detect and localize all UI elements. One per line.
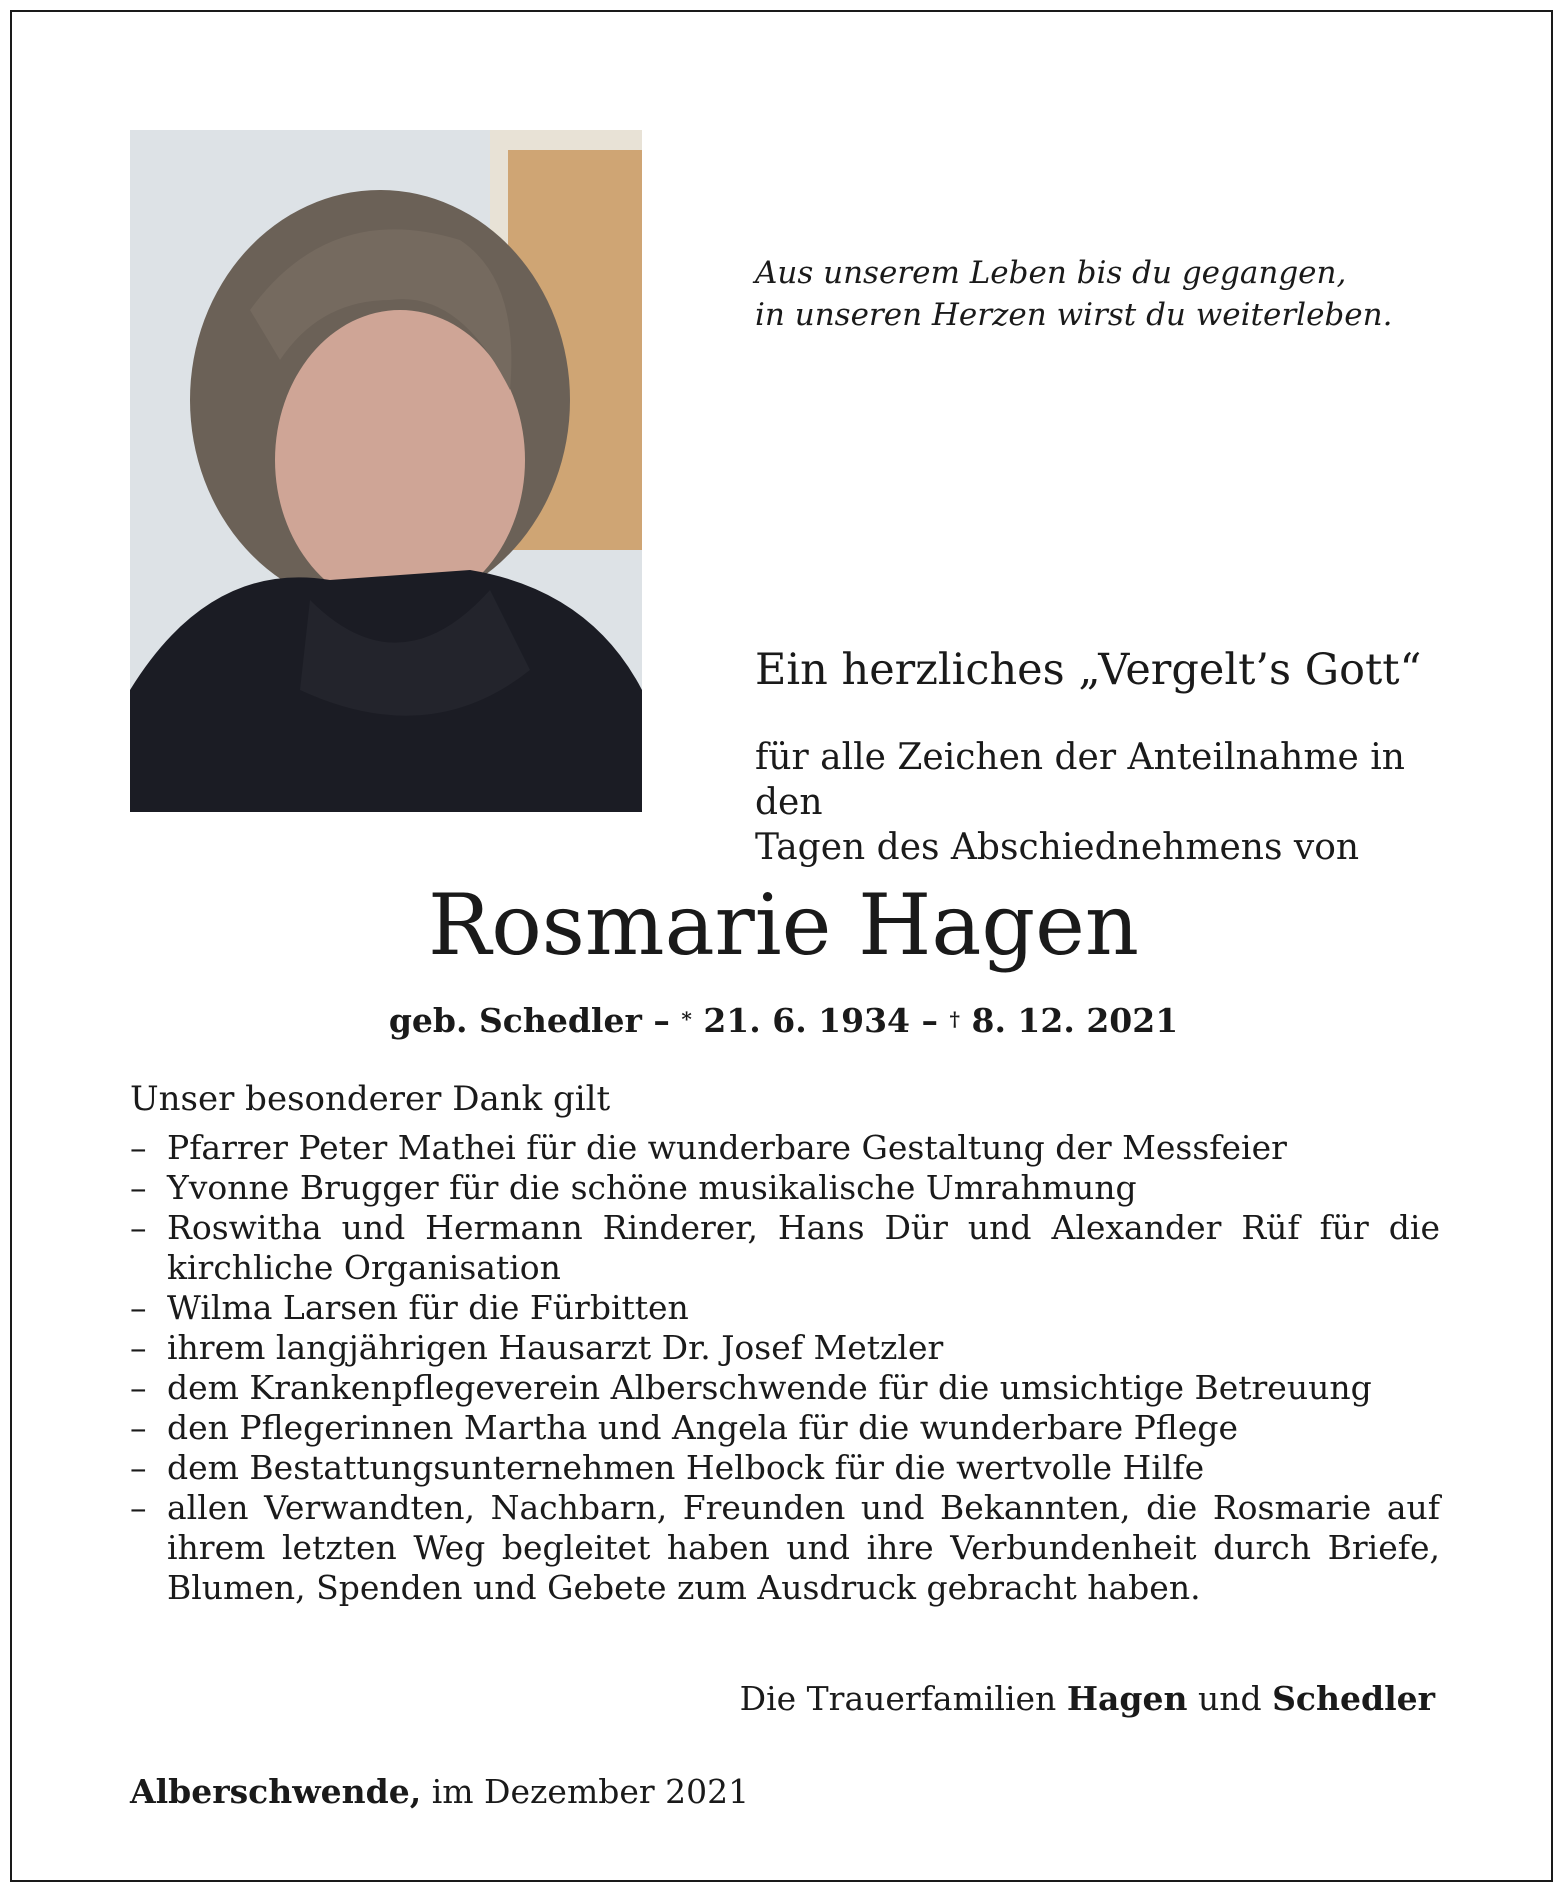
list-item	[130, 1288, 1440, 1328]
bullet-dash: –	[130, 1128, 147, 1167]
family-name-1: Hagen	[1066, 1679, 1188, 1718]
bullet-dash: –	[130, 1368, 147, 1407]
bullet-dash: –	[130, 1208, 147, 1247]
list-item	[130, 1408, 1440, 1448]
date-separator: –	[921, 1001, 939, 1040]
thanks-line-2: Tagen des Abschiednehmens von	[755, 827, 1360, 868]
date-separator: –	[653, 1001, 670, 1040]
list-item-text: ihrem langjährigen Hausarzt Dr. Josef Metzler	[167, 1328, 944, 1367]
motto-line-2: in unseren Herzen wirst du weiterleben.	[755, 297, 1393, 333]
dank-intro: Unser besonderer Dank gilt	[130, 1079, 611, 1119]
place-date	[130, 1771, 749, 1813]
list-item-text: allen Verwandten, Nachbarn, Freunden und Bekannten, die Rosmarie auf ihrem letzten Weg begleitet haben und ihre Verbundenheit durch Briefe, Blumen, Spenden und Gebete zum Ausdruck gebracht haben.	[167, 1488, 1440, 1607]
list-item	[130, 1488, 1440, 1608]
list-item	[130, 1128, 1440, 1168]
list-item	[130, 1168, 1440, 1208]
list-item-text: den Pflegerinnen Martha und Angela für die wunderbare Pflege	[167, 1408, 1239, 1447]
family-name-2: Schedler	[1272, 1679, 1435, 1718]
dank-list	[130, 1128, 1440, 1608]
list-item	[130, 1208, 1440, 1288]
list-item	[130, 1368, 1440, 1408]
life-dates	[0, 999, 1567, 1043]
list-item-text: Yvonne Brugger für die schöne musikalische Umrahmung	[167, 1168, 1137, 1207]
death-symbol: †	[949, 1007, 960, 1031]
thanks-line-1: für alle Zeichen der Anteilnahme in den	[755, 737, 1405, 823]
maiden-name: geb. Schedler	[388, 1001, 642, 1040]
portrait-illustration	[130, 130, 642, 812]
bullet-dash: –	[130, 1328, 147, 1367]
family-conjunction: und	[1197, 1679, 1262, 1718]
family-prefix: Die Trauerfamilien	[739, 1679, 1057, 1718]
list-item-text: Wilma Larsen für die Fürbitten	[167, 1288, 689, 1327]
thanks-text	[755, 735, 1475, 870]
place-town: Alberschwende,	[130, 1772, 422, 1811]
birth-symbol: *	[681, 1007, 692, 1031]
list-item	[130, 1328, 1440, 1368]
place-date-text: im Dezember 2021	[431, 1772, 750, 1811]
list-item	[130, 1448, 1440, 1488]
birth-date: 21. 6. 1934	[703, 1001, 911, 1040]
deceased-name: Rosmarie Hagen	[427, 876, 1139, 974]
list-item-text: Pfarrer Peter Mathei für die wunderbare Gestaltung der Messfeier	[167, 1128, 1287, 1167]
bullet-dash: –	[130, 1288, 147, 1327]
list-item-text: dem Krankenpflegeverein Alberschwende für die umsichtige Betreuung	[167, 1368, 1372, 1407]
list-item-text: dem Bestattungsunternehmen Helbock für die wertvolle Hilfe	[167, 1448, 1205, 1487]
portrait-photo	[130, 130, 642, 812]
list-item-text: Roswitha und Hermann Rinderer, Hans Dür und Alexander Rüf für die kirchliche Organisation	[167, 1208, 1440, 1287]
bullet-dash: –	[130, 1488, 147, 1527]
bullet-dash: –	[130, 1168, 147, 1207]
death-date: 8. 12. 2021	[971, 1001, 1179, 1040]
motto-quote	[755, 252, 1455, 336]
thanks-heading: Ein herzliches „Vergelt’s Gott“	[755, 645, 1422, 695]
motto-line-1: Aus unserem Leben bis du gegangen,	[755, 255, 1347, 291]
bullet-dash: –	[130, 1408, 147, 1447]
family-signature	[740, 1678, 1435, 1720]
bullet-dash: –	[130, 1448, 147, 1487]
